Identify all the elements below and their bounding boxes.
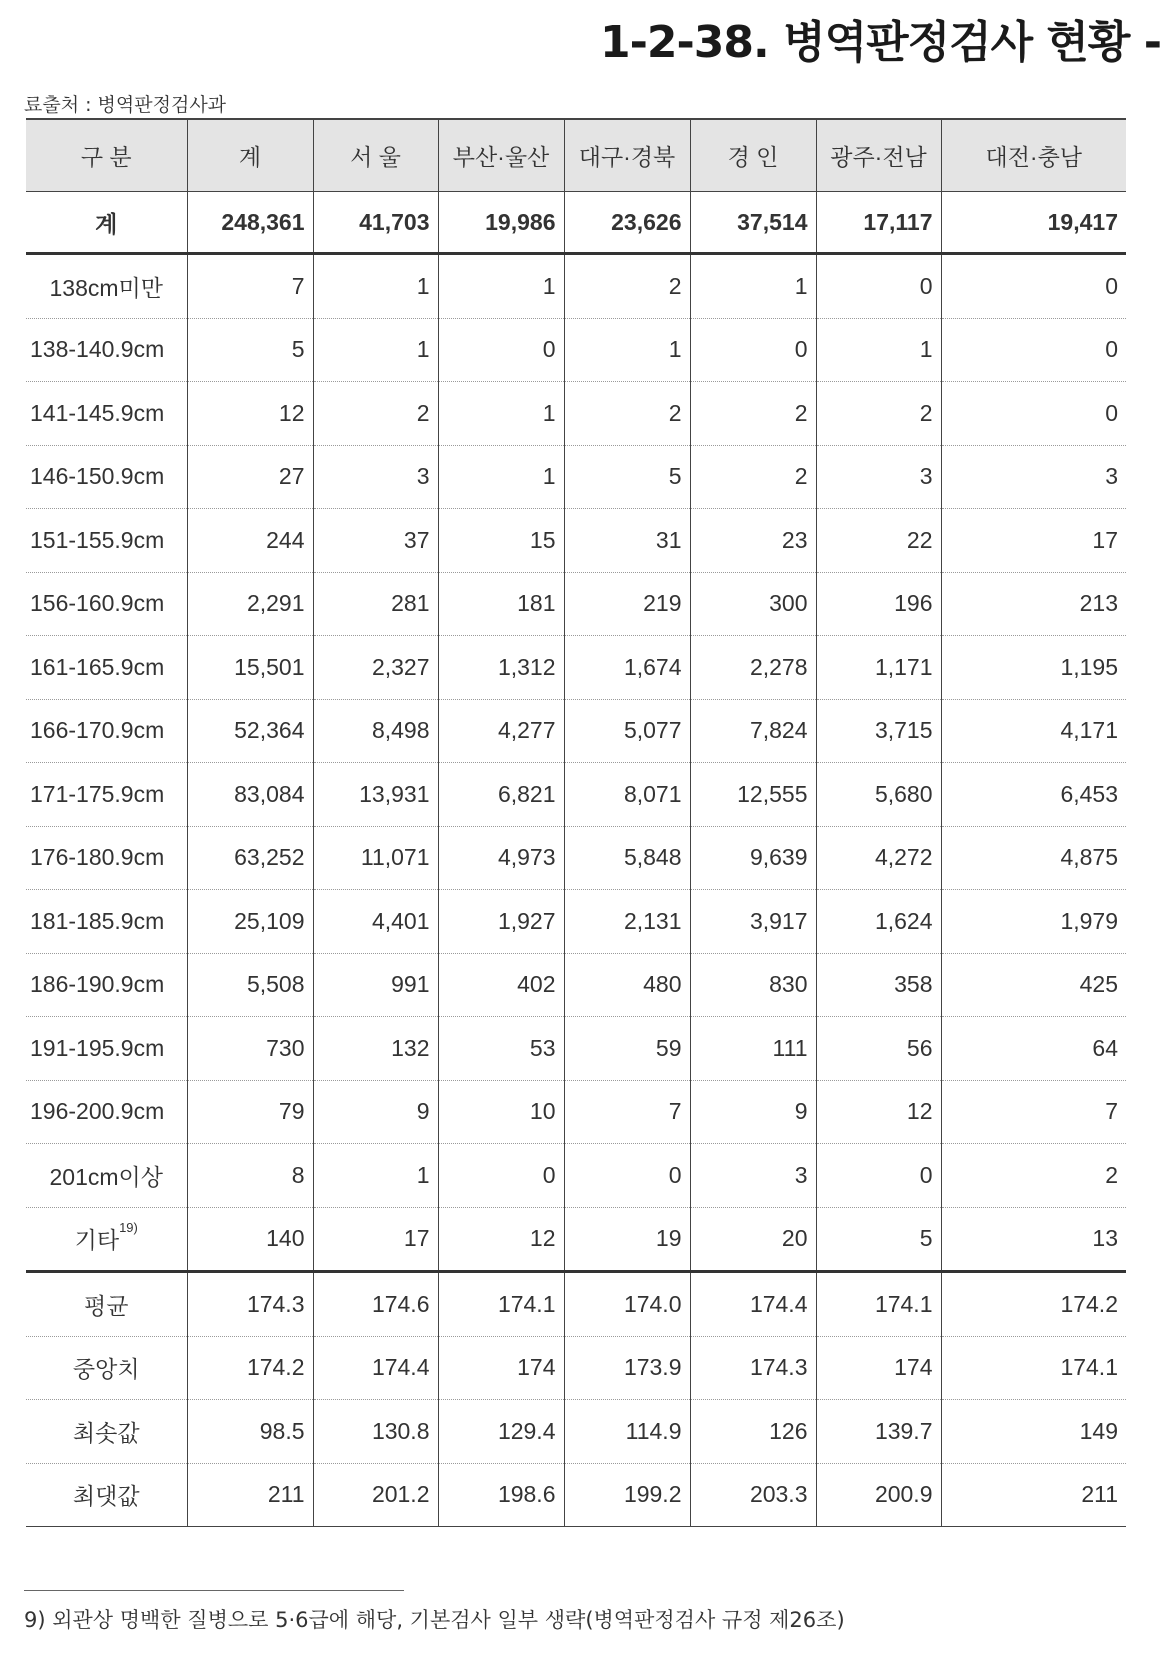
page-title: 1-2-38. 병역판정검사 현황 -	[600, 17, 1161, 68]
row-label-text: 201cm이상	[49, 1163, 163, 1190]
table-cell: 3	[941, 445, 1126, 509]
table-cell: 203.3	[690, 1463, 816, 1527]
row-label	[26, 1207, 187, 1272]
footnote: 9) 외관상 명백한 질병으로 5·6급에 해당, 기본검사 일부 생략(병역판정검사 규정 제26조)	[24, 1608, 845, 1632]
table-cell: 8	[187, 1144, 313, 1208]
row-label-text: 138-140.9cm	[30, 336, 165, 363]
table-cell: 2	[816, 382, 941, 446]
table-cell: 0	[941, 318, 1126, 382]
table-cell: 730	[187, 1017, 313, 1081]
table-cell: 19,986	[438, 192, 564, 254]
row-label-text: 176-180.9cm	[30, 844, 165, 871]
table-cell: 1	[816, 318, 941, 382]
table-stat-row	[26, 1272, 1126, 1337]
table-cell: 196	[816, 572, 941, 636]
row-label: 평균	[26, 1272, 187, 1337]
table-cell: 200.9	[816, 1463, 941, 1527]
table-cell: 7	[187, 254, 313, 319]
table-cell: 1	[438, 445, 564, 509]
row-label	[26, 509, 187, 573]
row-label-text: 171-175.9cm	[30, 780, 165, 807]
table-total-row	[26, 192, 1126, 254]
row-label-text: 186-190.9cm	[30, 971, 165, 998]
table-cell: 174.1	[941, 1336, 1126, 1400]
table-cell: 300	[690, 572, 816, 636]
table-cell: 1	[313, 254, 438, 319]
table-cell: 174.1	[816, 1272, 941, 1337]
table-cell: 9,639	[690, 826, 816, 890]
row-label	[26, 953, 187, 1017]
table-cell: 37	[313, 509, 438, 573]
table-cell: 1,624	[816, 890, 941, 954]
table-cell: 402	[438, 953, 564, 1017]
row-label	[26, 636, 187, 700]
table-cell: 201.2	[313, 1463, 438, 1527]
table-row	[26, 826, 1126, 890]
row-label	[26, 763, 187, 827]
table-cell: 25,109	[187, 890, 313, 954]
table-cell: 198.6	[438, 1463, 564, 1527]
table-cell: 0	[564, 1144, 690, 1208]
column-header: 서 울	[313, 119, 438, 192]
table-cell: 139.7	[816, 1400, 941, 1464]
table-cell: 12,555	[690, 763, 816, 827]
table-cell: 7,824	[690, 699, 816, 763]
table-row	[26, 1080, 1126, 1144]
table-cell: 19,417	[941, 192, 1126, 254]
table-cell: 174	[816, 1336, 941, 1400]
table-cell: 358	[816, 953, 941, 1017]
table-cell: 114.9	[564, 1400, 690, 1464]
table-cell: 244	[187, 509, 313, 573]
row-label-text: 191-195.9cm	[30, 1034, 165, 1061]
table-cell: 13	[941, 1207, 1126, 1272]
table-cell: 79	[187, 1080, 313, 1144]
table-cell: 140	[187, 1207, 313, 1272]
table-cell: 174.3	[690, 1336, 816, 1400]
table-cell: 2,131	[564, 890, 690, 954]
table-cell: 1	[313, 1144, 438, 1208]
table-cell: 0	[816, 254, 941, 319]
row-label	[26, 699, 187, 763]
table-cell: 1	[690, 254, 816, 319]
table-cell: 1,927	[438, 890, 564, 954]
table-cell: 132	[313, 1017, 438, 1081]
table-cell: 174.0	[564, 1272, 690, 1337]
footnote-marker: 19)	[119, 1220, 138, 1236]
table-cell: 0	[690, 318, 816, 382]
table-cell: 15	[438, 509, 564, 573]
table-cell: 991	[313, 953, 438, 1017]
table-cell: 2	[690, 382, 816, 446]
row-label-text: 141-145.9cm	[30, 399, 165, 426]
row-label	[26, 1017, 187, 1081]
table-cell: 174	[438, 1336, 564, 1400]
table-header-row	[26, 119, 1126, 192]
table-row	[26, 1017, 1126, 1081]
table-cell: 1,312	[438, 636, 564, 700]
table-cell: 6,453	[941, 763, 1126, 827]
table-cell: 174.3	[187, 1272, 313, 1337]
table-cell: 480	[564, 953, 690, 1017]
table-cell: 17,117	[816, 192, 941, 254]
table-cell: 149	[941, 1400, 1126, 1464]
table-cell: 130.8	[313, 1400, 438, 1464]
table-cell: 1	[438, 382, 564, 446]
table-cell: 211	[187, 1463, 313, 1527]
table-cell: 213	[941, 572, 1126, 636]
table-cell: 174.4	[690, 1272, 816, 1337]
row-label: 최댓값	[26, 1463, 187, 1527]
footnote-rule	[24, 1590, 404, 1591]
table-cell: 8,498	[313, 699, 438, 763]
table-cell: 199.2	[564, 1463, 690, 1527]
table-row	[26, 763, 1126, 827]
table-cell: 4,401	[313, 890, 438, 954]
table-row	[26, 636, 1126, 700]
table-cell: 2,291	[187, 572, 313, 636]
table-cell: 4,171	[941, 699, 1126, 763]
table-cell: 3,715	[816, 699, 941, 763]
table-row	[26, 382, 1126, 446]
table-cell: 19	[564, 1207, 690, 1272]
table-cell: 1	[313, 318, 438, 382]
table-cell: 1,195	[941, 636, 1126, 700]
table-cell: 5,848	[564, 826, 690, 890]
table-row	[26, 509, 1126, 573]
table-cell: 4,973	[438, 826, 564, 890]
table-row	[26, 953, 1126, 1017]
table-row	[26, 1144, 1126, 1208]
table-row	[26, 318, 1126, 382]
table-cell: 2,327	[313, 636, 438, 700]
table-cell: 6,821	[438, 763, 564, 827]
table-cell: 211	[941, 1463, 1126, 1527]
table-cell: 22	[816, 509, 941, 573]
table-cell: 126	[690, 1400, 816, 1464]
table-cell: 174.6	[313, 1272, 438, 1337]
column-header: 광주·전남	[816, 119, 941, 192]
table-cell: 2	[564, 382, 690, 446]
row-label-text: 기타	[74, 1227, 120, 1254]
table-row	[26, 699, 1126, 763]
table-cell: 20	[690, 1207, 816, 1272]
row-label-text: 166-170.9cm	[30, 717, 165, 744]
table-cell: 23,626	[564, 192, 690, 254]
table-cell: 8,071	[564, 763, 690, 827]
table-cell: 7	[941, 1080, 1126, 1144]
table-cell: 2,278	[690, 636, 816, 700]
table-cell: 174.2	[941, 1272, 1126, 1337]
table-cell: 31	[564, 509, 690, 573]
table-cell: 17	[941, 509, 1126, 573]
row-label	[26, 445, 187, 509]
table-cell: 7	[564, 1080, 690, 1144]
table-cell: 5	[187, 318, 313, 382]
row-label	[26, 382, 187, 446]
table-cell: 12	[816, 1080, 941, 1144]
height-distribution-table	[26, 118, 1126, 1527]
table-cell: 1	[438, 254, 564, 319]
table-cell: 174.4	[313, 1336, 438, 1400]
row-label-text: 146-150.9cm	[30, 463, 165, 490]
table-cell: 37,514	[690, 192, 816, 254]
row-label-text: 181-185.9cm	[30, 907, 165, 934]
row-label-text: 138cm미만	[49, 274, 163, 301]
table-cell: 173.9	[564, 1336, 690, 1400]
row-label	[26, 1144, 187, 1208]
table-cell: 9	[313, 1080, 438, 1144]
table-cell: 83,084	[187, 763, 313, 827]
table-cell: 2	[941, 1144, 1126, 1208]
row-label	[26, 1080, 187, 1144]
table-cell: 2	[564, 254, 690, 319]
table-cell: 3,917	[690, 890, 816, 954]
table-cell: 2	[313, 382, 438, 446]
table-cell: 0	[941, 254, 1126, 319]
table-row	[26, 890, 1126, 954]
table-cell: 1,979	[941, 890, 1126, 954]
row-label	[26, 254, 187, 319]
row-label: 중앙치	[26, 1336, 187, 1400]
table-cell: 174.2	[187, 1336, 313, 1400]
table-cell: 12	[438, 1207, 564, 1272]
table-cell: 53	[438, 1017, 564, 1081]
table-cell: 98.5	[187, 1400, 313, 1464]
row-label	[26, 890, 187, 954]
table-cell: 1,171	[816, 636, 941, 700]
table-cell: 111	[690, 1017, 816, 1081]
table-cell: 129.4	[438, 1400, 564, 1464]
table-cell: 181	[438, 572, 564, 636]
table-cell: 41,703	[313, 192, 438, 254]
row-label-text: 196-200.9cm	[30, 1098, 165, 1125]
table-cell: 12	[187, 382, 313, 446]
row-label-text: 161-165.9cm	[30, 653, 165, 680]
data-source-note: 료출처 : 병역판정검사과	[24, 94, 227, 116]
table-cell: 5,077	[564, 699, 690, 763]
row-label	[26, 826, 187, 890]
table-cell: 13,931	[313, 763, 438, 827]
row-label-text: 156-160.9cm	[30, 590, 165, 617]
table-cell: 0	[816, 1144, 941, 1208]
table-cell: 5	[564, 445, 690, 509]
table-cell: 1,674	[564, 636, 690, 700]
row-label: 최솟값	[26, 1400, 187, 1464]
column-header: 부산·울산	[438, 119, 564, 192]
table-cell: 5	[816, 1207, 941, 1272]
table-cell: 64	[941, 1017, 1126, 1081]
column-header: 계	[187, 119, 313, 192]
table-cell: 219	[564, 572, 690, 636]
table-cell: 0	[438, 1144, 564, 1208]
table-cell: 56	[816, 1017, 941, 1081]
table-row	[26, 254, 1126, 319]
table-cell: 52,364	[187, 699, 313, 763]
table-row	[26, 445, 1126, 509]
table-cell: 11,071	[313, 826, 438, 890]
column-header: 대전·충남	[941, 119, 1126, 192]
table-cell: 17	[313, 1207, 438, 1272]
table-cell: 281	[313, 572, 438, 636]
table-row	[26, 1207, 1126, 1272]
column-header: 대구·경북	[564, 119, 690, 192]
table-cell: 9	[690, 1080, 816, 1144]
table-cell: 15,501	[187, 636, 313, 700]
table-stat-row	[26, 1400, 1126, 1464]
table-cell: 4,272	[816, 826, 941, 890]
table-cell: 174.1	[438, 1272, 564, 1337]
table-cell: 830	[690, 953, 816, 1017]
table-cell: 0	[941, 382, 1126, 446]
table-cell: 1	[564, 318, 690, 382]
table-cell: 5,508	[187, 953, 313, 1017]
column-header: 경 인	[690, 119, 816, 192]
row-label	[26, 318, 187, 382]
table-cell: 63,252	[187, 826, 313, 890]
table-row	[26, 572, 1126, 636]
table-cell: 2	[690, 445, 816, 509]
table-cell: 425	[941, 953, 1126, 1017]
table-cell: 59	[564, 1017, 690, 1081]
table-cell: 0	[438, 318, 564, 382]
table-cell: 23	[690, 509, 816, 573]
table-cell: 3	[690, 1144, 816, 1208]
table-cell: 27	[187, 445, 313, 509]
table-stat-row	[26, 1336, 1126, 1400]
row-label: 계	[26, 192, 187, 254]
table-cell: 4,875	[941, 826, 1126, 890]
table-cell: 5,680	[816, 763, 941, 827]
row-label-text: 151-155.9cm	[30, 526, 165, 553]
table-cell: 10	[438, 1080, 564, 1144]
table-cell: 3	[816, 445, 941, 509]
table-cell: 248,361	[187, 192, 313, 254]
table-stat-row	[26, 1463, 1126, 1527]
row-label	[26, 572, 187, 636]
table-cell: 3	[313, 445, 438, 509]
table-cell: 4,277	[438, 699, 564, 763]
column-header: 구 분	[26, 119, 187, 192]
